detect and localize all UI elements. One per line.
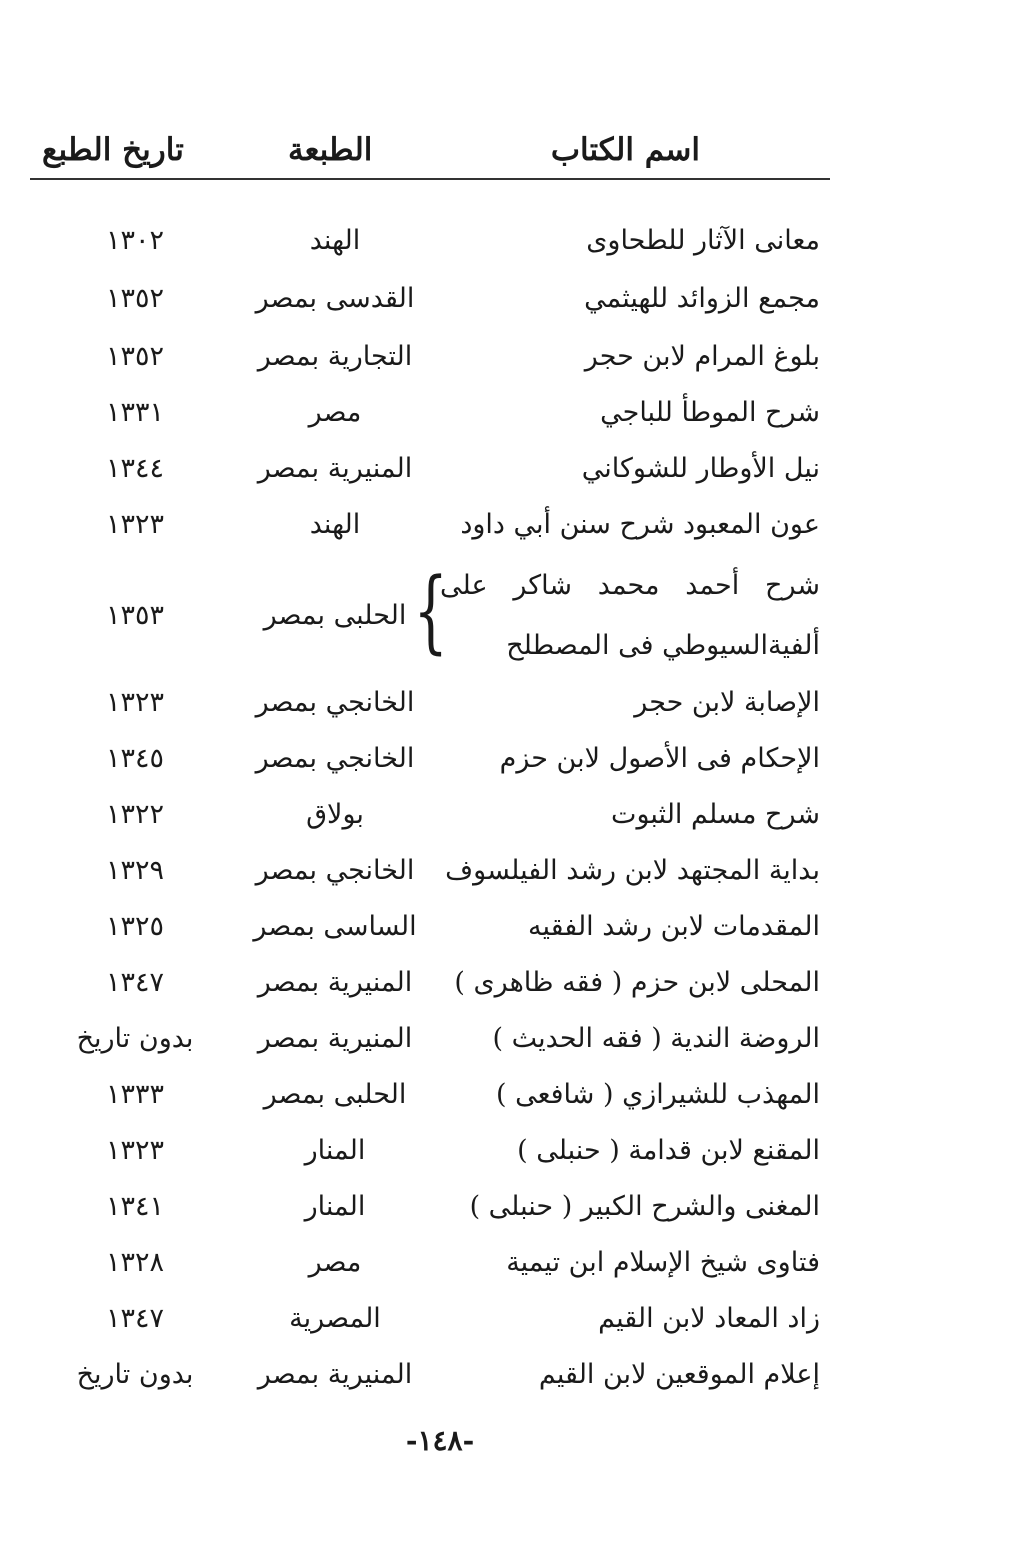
table-row xyxy=(30,1292,830,1346)
table-row xyxy=(30,1348,830,1402)
table-header xyxy=(30,132,830,180)
edition-cell: المنيرية بمصر xyxy=(257,1023,413,1054)
date-cell: ١٣٢٨ xyxy=(105,1247,164,1278)
page-number: -١٤٨- xyxy=(405,1424,475,1457)
edition-cell: الهند xyxy=(309,225,361,256)
edition-cell: التجارية بمصر xyxy=(257,341,413,372)
book-title-cell: الروضة الندية ( فقه الحديث ) xyxy=(492,1023,820,1054)
date-cell: بدون تاريخ xyxy=(76,1023,194,1054)
edition-cell: المصرية xyxy=(289,1303,381,1334)
date-cell: ١٣٤١ xyxy=(105,1191,164,1222)
table-row xyxy=(30,1180,830,1234)
date-cell: ١٣٢٣ xyxy=(105,509,164,540)
book-title-cell: نيل الأوطار للشوكاني xyxy=(581,453,820,484)
table-row xyxy=(30,1068,830,1122)
book-title-cell: المغنى والشرح الكبير ( حنبلى ) xyxy=(469,1191,820,1222)
table-row xyxy=(30,844,830,898)
table-row xyxy=(30,272,830,326)
table-row xyxy=(30,956,830,1010)
date-cell: ١٣٥٢ xyxy=(105,283,164,314)
date-cell: ١٣٣١ xyxy=(105,397,164,428)
book-title-cell: فتاوى شيخ الإسلام ابن تيمية xyxy=(506,1247,820,1278)
header-book-title: اسم الكتاب xyxy=(550,132,700,168)
date-cell: ١٣٤٥ xyxy=(105,743,164,774)
table-row xyxy=(30,1236,830,1290)
edition-cell: الحلبى بمصر xyxy=(263,600,407,631)
date-cell: ١٣٥٣ xyxy=(105,600,164,631)
edition-cell: المنيرية بمصر xyxy=(257,967,413,998)
book-title-cell: زاد المعاد لابن القيم xyxy=(598,1303,820,1334)
edition-cell: الخانجي بمصر xyxy=(255,687,415,718)
edition-cell: الحلبى بمصر xyxy=(263,1079,407,1110)
table-row xyxy=(30,556,830,676)
table-row xyxy=(30,900,830,954)
edition-cell: الهند xyxy=(309,509,361,540)
book-title-cell: إعلام الموقعين لابن القيم xyxy=(538,1359,820,1390)
date-cell: ١٣٥٢ xyxy=(105,341,164,372)
edition-cell: المنيرية بمصر xyxy=(257,453,413,484)
edition-cell: الخانجي بمصر xyxy=(255,743,415,774)
date-cell: ١٣٠٢ xyxy=(105,225,164,256)
table-row xyxy=(30,676,830,730)
edition-cell: مصر xyxy=(308,1247,362,1278)
date-cell: ١٣٣٣ xyxy=(105,1079,164,1110)
table-row xyxy=(30,1012,830,1066)
date-cell: بدون تاريخ xyxy=(76,1359,194,1390)
edition-cell: المنيرية بمصر xyxy=(257,1359,413,1390)
table-row xyxy=(30,214,830,268)
table-row xyxy=(30,732,830,786)
table-row xyxy=(30,442,830,496)
edition-cell: القدسى بمصر xyxy=(255,283,415,314)
book-title-cell: عون المعبود شرح سنن أبي داود xyxy=(460,509,820,540)
date-cell: ١٣٢٢ xyxy=(105,799,164,830)
book-title-cell: معانى الآثار للطحاوى xyxy=(586,225,820,256)
date-cell: ١٣٢٣ xyxy=(105,687,164,718)
table-row xyxy=(30,498,830,552)
book-title-cell: بلوغ المرام لابن حجر xyxy=(584,341,820,372)
date-cell: ١٣٢٩ xyxy=(105,855,164,886)
edition-cell: المنار xyxy=(304,1191,366,1222)
edition-cell: بولاق xyxy=(306,799,364,830)
date-cell: ١٣٤٧ xyxy=(105,967,164,998)
table-row xyxy=(30,788,830,842)
header-print-date: تاريخ الطبع xyxy=(42,132,184,168)
edition-cell: المنار xyxy=(304,1135,366,1166)
date-cell: ١٣٢٣ xyxy=(105,1135,164,1166)
table-row xyxy=(30,386,830,440)
book-title-cell: الإصابة لابن حجر xyxy=(634,687,820,718)
header-edition: الطبعة xyxy=(288,132,373,168)
book-title-cell: شرح مسلم الثبوت xyxy=(611,799,820,830)
table-row xyxy=(30,330,830,384)
curly-brace: { xyxy=(413,559,448,664)
date-cell: ١٣٢٥ xyxy=(105,911,164,942)
book-title-cell: المقدمات لابن رشد الفقيه xyxy=(528,911,820,942)
edition-cell: مصر xyxy=(308,397,362,428)
book-title-cell: الإحكام فى الأصول لابن حزم xyxy=(499,743,820,774)
book-title-cell: بداية المجتهد لابن رشد الفيلسوف xyxy=(445,855,820,886)
book-title-cell: مجمع الزوائد للهيثمي xyxy=(584,283,820,314)
edition-cell: الخانجي بمصر xyxy=(255,855,415,886)
edition-cell: الساسى بمصر xyxy=(253,911,417,942)
table-row xyxy=(30,1124,830,1178)
book-title-cell: شرح أحمد محمد شاكر على ألفيةالسيوطي فى المصطلح xyxy=(440,570,820,661)
book-title-cell: شرح الموطأ للباجي xyxy=(600,397,820,428)
book-title-cell: المهذب للشيرازي ( شافعى ) xyxy=(495,1079,820,1110)
book-title-cell: المقنع لابن قدامة ( حنبلى ) xyxy=(517,1135,820,1166)
book-title-cell: المحلى لابن حزم ( فقه ظاهرى ) xyxy=(454,967,820,998)
date-cell: ١٣٤٧ xyxy=(105,1303,164,1334)
date-cell: ١٣٤٤ xyxy=(105,453,164,484)
